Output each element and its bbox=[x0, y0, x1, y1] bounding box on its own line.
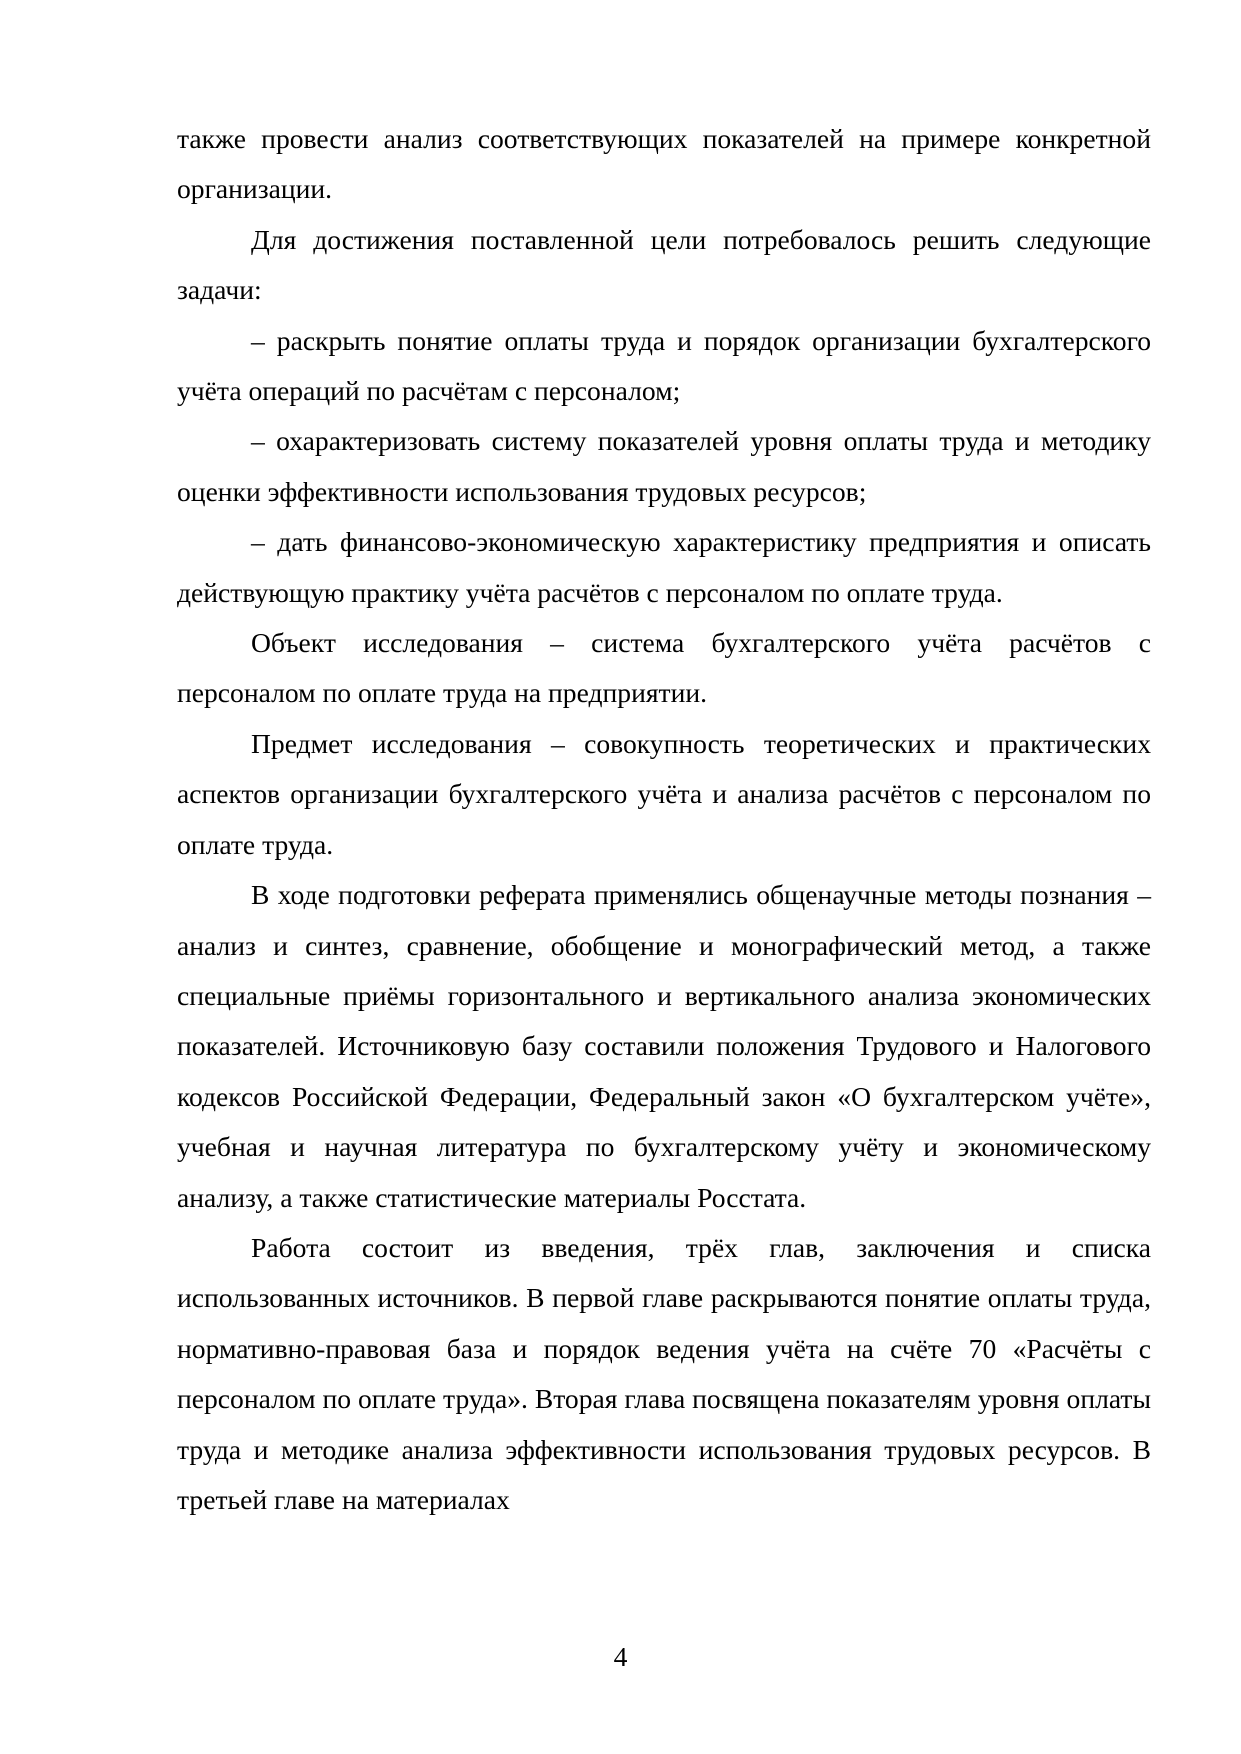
list-item-task-2: – охарактеризовать систему показателей уровня оплаты труда и методику оценки эффективности использования трудовых ресурсов; bbox=[177, 425, 1151, 507]
paragraph-object: Объект исследования – система бухгалтерского учёта расчётов с персоналом по оплате труда на предприятии. bbox=[177, 627, 1151, 709]
paragraph-tasks-intro: Для достижения поставленной цели потребовалось решить следующие задачи: bbox=[177, 223, 1151, 306]
page-number: 4 bbox=[613, 1641, 628, 1672]
paragraph-structure: Работа состоит из введения, трёх глав, заключения и списка использованных источников. В первой главе раскрываются понятие оплаты труда, нормативно-правовая база и порядок ведения учёта на счёте 70 «Расчёты с персоналом по оплате труда». Вторая глава посвящена показателям уровня оплаты труда и методике анализа эффективности использования трудовых ресурсов. В третьей главе на материалах bbox=[177, 1231, 1151, 1515]
body-text bbox=[177, 114, 1151, 1525]
paragraph-methods: В ходе подготовки реферата применялись общенаучные методы познания – анализ и синтез, сравнение, обобщение и монографический метод, а также специальные приёмы горизонтального и вертикального анализа экономических показателей. Источниковую базу составили положения Трудового и Налогового кодексов Российской Федерации, Федеральный закон «О бухгалтерском учёте», учебная и научная литература по бухгалтерскому учёту и экономическому анализу, а также статистические материалы Росстата. bbox=[177, 879, 1151, 1213]
paragraph-subject: Предмет исследования – совокупность теоретических и практических аспектов организации бухгалтерского учёта и анализа расчётов с персоналом по оплате труда. bbox=[177, 727, 1151, 860]
list-item-task-3: – дать финансово-экономическую характеристику предприятия и описать действующую практику учёта расчётов с персоналом по оплате труда. bbox=[177, 526, 1151, 608]
paragraph-continuation: также провести анализ соответствующих показателей на примере конкретной организации. bbox=[177, 123, 1151, 205]
list-item-task-1: – раскрыть понятие оплаты труда и порядок организации бухгалтерского учёта операций по расчётам с персоналом; bbox=[177, 324, 1151, 407]
